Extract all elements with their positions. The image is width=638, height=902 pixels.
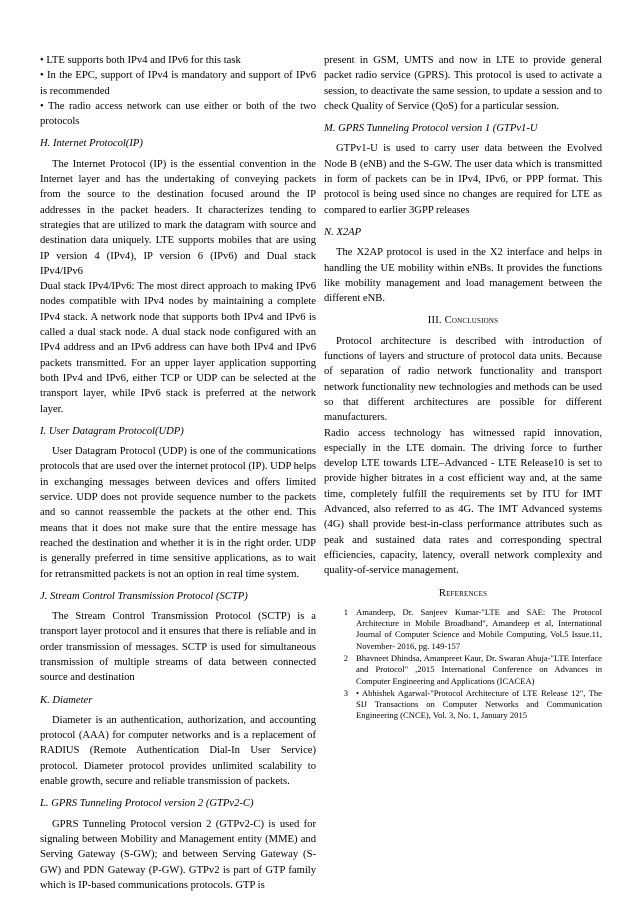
reference-number: 1 — [343, 606, 348, 617]
reference-number: 2 — [343, 652, 348, 663]
section-title: Conclusions — [444, 315, 499, 327]
paragraph: Radio access technology has witnessed rapid innovation, especially in the LTE domain. The driving force to further develop LTE towards LTE–Advanced - LTE Release10 is set to provide higher bitrates in a cost efficient way and, at the same time, completely fulfill the requirements set by ITU for IMT Advanced, also referred to as 4G. The IMT Advanced systems (4G) shall provide best-in-class performance attributes such as peak and sustained data rates and corresponding spectral efficiencies, capacity, latency, overall network complexity and quality-of-service management. — [324, 427, 602, 577]
reference-text: • Abhishek Agarwal-"Protocol Architecture of LTE Release 12", The SIJ Transactions on Computer Networks and Communication Engineering (CNCE), Vol. 3, No. 1, January 2015 — [356, 687, 602, 721]
paragraph: The Internet Protocol (IP) is the essential convention in the Internet layer and has the undertaking of conveying packets from the source to the destination focused around the IP addresses in the packet headers. It characterizes tending to strategies that are utilized to mark the datagram with source and destination data uniquely. LTE supports mobiles that are using IP version 4 (IPv4), IP version 6 (IPv6) and Dual stack IPv4/IPv6 — [40, 158, 316, 277]
section-heading-conclusions — [324, 313, 602, 328]
paragraph: Dual stack IPv4/IPv6: The most direct approach to making IPv6 nodes compatible with IPv4 nodes by maintaining a complete IPv4 stack. A network node that supports both IPv4 and IPv6 is called a dual stack node. A dual stack node configured with an IPv4 address and an IPv6 address can have both IPv4 and IPv6 packets transmitted. For an upper layer application supporting both IPv4 and IPv6, either TCP or UDP can be selected at the transport layer, while IPv6 stack is preferred at the network layer. — [40, 281, 316, 415]
right-column — [324, 53, 602, 723]
bullet-item: • The radio access network can use either or both of the two protocols — [40, 100, 316, 128]
section-numeral: III. — [427, 315, 442, 327]
reference-number: 3 — [343, 687, 348, 698]
paragraph: GPRS Tunneling Protocol version 2 (GTPv2-C) is used for signaling between Mobility and Management entity (MME) and Serving Gateway (S-GW); and between Serving Gateway (S-GW) and PDN Gateway (P-GW). GTPv2 is part of GTP family which is IP-based communications protocols. GTP is — [40, 818, 316, 891]
paragraph: GTPv1-U is used to carry user data between the Evolved Node B (eNB) and the S-GW. The user data which is transmitted in form of packets can be in IPv4, IPv6, or PPP format. This protocol is being used since no changes are required for LTE as compared to earlier 3GPP releases — [324, 143, 602, 216]
reference-text: Bhavneet Dhindsa, Amanpreet Kaur, Dr. Swaran Ahuja-"LTE Interface and Protocol" ,2015 International Conference on Advances in Computer Engineering and Applications (ICACEA) — [356, 652, 602, 686]
paragraph: present in GSM, UMTS and now in LTE to provide general packet radio service (GPRS). This protocol is used to activate a session, to deactivate the same session, to update a session and to check Quality of Service (QoS) for a particular session. — [324, 55, 602, 112]
section-heading-diameter: K. Diameter — [40, 694, 93, 706]
reference-item — [324, 688, 602, 722]
paragraph: User Datagram Protocol (UDP) is one of the communications protocols that are used over the internet protocol (IP). UDP helps in exchanging messages between devices and offers limited service. UDP does not provide sequence number to the packets and so cannot reassemble the packets at the other end. This means that it does not make sure that the entire message has reached the destination and whether it is in the right order. UDP is generally preferred in time sensitive applications, as to wait for retransmitted packets is not an option in real time system. — [40, 446, 316, 580]
reference-text: Amandeep, Dr. Sanjeev Kumar-"LTE and SAE: The Protocol Architecture in Mobile Broadband", Amandeep et al, International Journal of Computer Science and Mobile Computing, Vol.5 Issue.11, November- 2016, pg. 149-157 — [356, 606, 602, 651]
paragraph: Diameter is an authentication, authorization, and accounting protocol (AAA) for computer networks and is a replacement of RADIUS (Remote Authentication Dial-In User Service) protocol. Diameter protocol provides unlimited scalability to enable growth, secure and reliable transmission of packets. — [40, 714, 316, 788]
references-title: References — [438, 587, 488, 599]
section-heading-gtpv2: L. GPRS Tunneling Protocol version 2 (GTPv2-C) — [40, 798, 254, 810]
section-heading-gtpv1: M. GPRS Tunneling Protocol version 1 (GTPv1-U — [324, 123, 538, 135]
bullet-item: • LTE supports both IPv4 and IPv6 for this task — [40, 55, 241, 66]
references-list — [324, 607, 602, 722]
reference-item — [324, 653, 602, 687]
section-heading-ip: H. Internet Protocol(IP) — [40, 138, 143, 150]
paragraph: The Stream Control Transmission Protocol (SCTP) is a transport layer protocol and it ensures that there is reliable and in order transmission of messages. SCTP is used for simultaneous transmission of multiple streams of data between connected source and destination — [40, 611, 316, 684]
section-heading-udp: I. User Datagram Protocol(UDP) — [40, 425, 184, 437]
paragraph: The X2AP protocol is used in the X2 interface and helps in handling the UE mobility within eNBs. It provides the functions like mobility management and load management between the different eNB. — [324, 247, 602, 305]
section-heading-x2ap: N. X2AP — [324, 226, 362, 238]
paragraph: Protocol architecture is described with introduction of functions of layers and structure of protocol data units. Because of separation of radio network functionality and transport network functionality new technologies and methods can be used so that different architectures are possible for different manufacturers. — [324, 335, 602, 424]
left-column — [40, 53, 316, 893]
reference-item — [324, 607, 602, 652]
references-heading — [324, 586, 602, 601]
section-heading-sctp: J. Stream Control Transmission Protocol (SCTP) — [40, 590, 248, 602]
bullet-item: • In the EPC, support of IPv4 is mandatory and support of IPv6 is recommended — [40, 70, 316, 97]
